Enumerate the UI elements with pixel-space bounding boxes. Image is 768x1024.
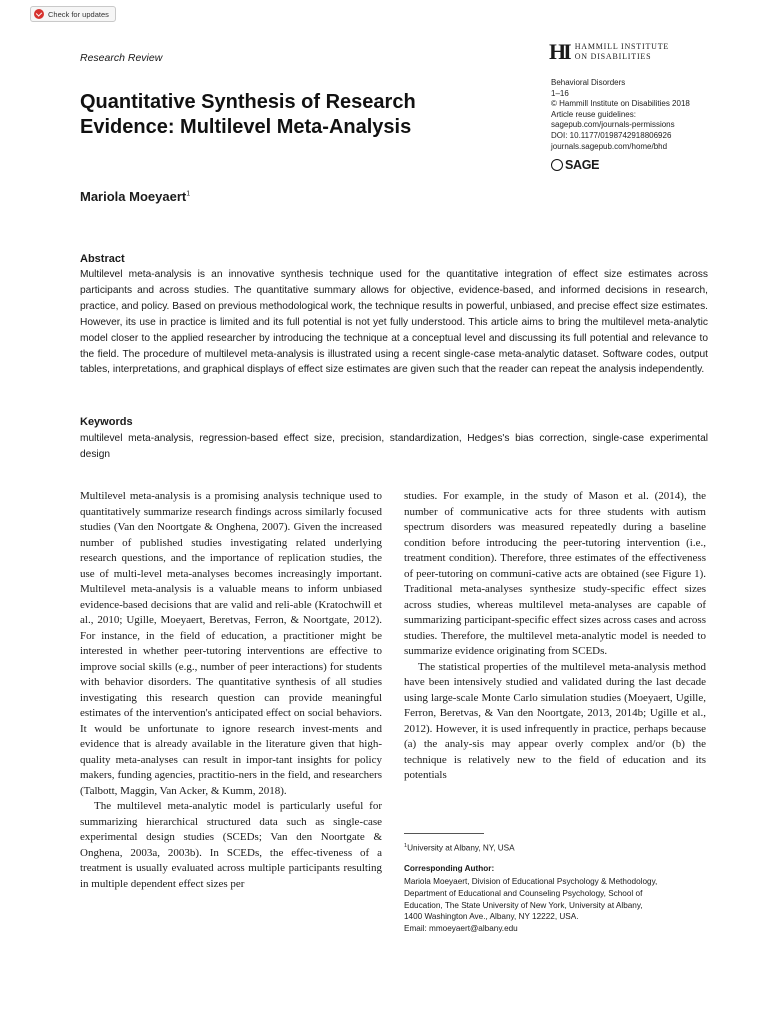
body-paragraph: The multilevel meta-analytic model is particularly useful for summarizing hierarchical structured data such as single-case experimental design studies (SCEDs; Van den Noortgate & Onghena, 2003a, 2003b). In SCEDs, the effec-tiveness of a treatment is usually evaluated across multiple participants resulting in multiple dependent effect sizes per	[80, 800, 382, 890]
sage-logo	[551, 158, 599, 172]
affil-mark: 1	[404, 843, 408, 849]
body-paragraph: Multilevel meta-analysis is a promising analysis technique used to quantitatively summarize research findings across similarly focused studies (Van den Noortgate & Onghena, 2007). Given the increased number of published studies investigating related underlying research questions, and the importance of replication studies, the use of multi-level meta-analyses becomes increasingly important. Multilevel meta-analysis is a valuable means to inform unbiased evidence-based decisions that are valid and reli-able (Kratochwill et al., 2010; Ugille, Moeyaert, Beretvas, Ferron, & Noortgate, 2012). For instance, in the field of education, a practitioner might be interested in whether peer-tutoring interventions are effective to improve social skills (e.g., number of peer interactions) for students with behavior disorders. The quantitative synthesis of all studies investigating this research question can provide meaningful estimates of the intervention's anticipated effect on social behaviors. It would be unfortunate to ignore research invest-ments and evidence that is already available in the literature given that high-quality meta-analyses can result in impor-tant insights for policy makers, funding agencies, practitio-ners in the field, and researchers (Talbott, Maggin, Van Acker, & Kumm, 2018).	[80, 490, 382, 797]
journal-home-link[interactable]: journals.sagepub.com/home/bhd	[551, 141, 668, 151]
body-column-left	[80, 489, 382, 892]
body-paragraph: studies. For example, in the study of Mason et al. (2014), the number of communicative acts for three students with autism spectrum disorders was measured repeatedly during a baseline condition before introducing the peer-tutoring intervention (i.e., treatment condition). Therefore, three estimates of the effectiveness of peer-tutoring on communi-cative acts are obtained (see Figure 1). Traditional meta-analyses synthesize study-specific effect sizes across studies, whereas multilevel meta-analyses are capable of summarizing participant-specific effect sizes across cases and across studies. Therefore, the multilevel meta-analytic model is needed to summarize evidence originating from SCEDs.	[404, 490, 706, 657]
footnote-divider	[404, 833, 484, 834]
journal-section-label: Research Review	[80, 52, 163, 64]
article-title: Quantitative Synthesis of Research Evidence: Multilevel Meta-Analysis	[80, 91, 416, 138]
abstract-text: Multilevel meta-analysis is an innovative synthesis technique used for the quantitative integration of effect size estimates across participants and across studies. The quantitative summary allows for objective, evidence-based, and informed decisions in research, practice, and policy. Based on previous methodological work, the technique results in powerful, unbiased, and precise effect size estimates. However, its use in practice is limited and its full potential is not yet fully understood. This article aims to bring the multilevel meta-analytic model closer to the applied researcher by introducing the technique at a conceptual level and discussing its full potential and relevance to the field. The procedure of multilevel meta-analysis is illustrated using a recent single-case meta-analytic dataset. Software codes, output tables, interpretations, and graphical displays of effect size estimates are given such that the reader can repeat the analysis independently.	[80, 269, 708, 376]
author-affil-mark: 1	[186, 190, 191, 198]
page-range: 1–16	[551, 88, 569, 98]
hi-logo-line2: ON DISABILITIES	[574, 52, 652, 61]
check-updates-label: Check for updates	[48, 9, 109, 19]
abstract-heading: Abstract	[80, 253, 125, 265]
sage-logo-text: SAGE	[565, 158, 600, 172]
hi-logo-line1: HAMMILL INSTITUTE	[574, 42, 670, 51]
body-column-right	[404, 489, 706, 784]
hammill-institute-logo	[549, 39, 670, 64]
sage-circle-icon	[551, 159, 563, 171]
hi-logo-words	[575, 42, 669, 62]
check-for-updates-button[interactable]	[30, 6, 116, 22]
corresponding-author-details	[404, 876, 708, 935]
body-paragraph: The statistical properties of the multilevel meta-analysis method have been intensively studied and validated during the last decade using large-scale Monte Carlo simulation studies (Moeyaert, Ugille, Ferron, Beretvas, & Van den Noortgate, 2013, 2014b; Ugille et al., 2012). However, it is used infrequently in practice, perhaps because (a) the analy-sis may appear overly complex and/or (b) the technique is relatively new to the field of education and its potentials	[404, 660, 706, 781]
journal-meta-block	[551, 78, 690, 152]
copyright-notice: © Hammill Institute on Disabilities 2018	[551, 99, 690, 109]
hi-logo-mark: HI	[549, 39, 569, 64]
reuse-label: Article reuse guidelines:	[551, 109, 636, 119]
affiliation-footnote	[404, 843, 515, 853]
doi-link[interactable]: DOI: 10.1177/0198742918806926	[551, 130, 672, 140]
corr-email-link[interactable]: Email: mmoeyaert@albany.edu	[404, 924, 518, 934]
keywords-text: multilevel meta-analysis, regression-based effect size, precision, standardization, Hedges's bias correction, single-case experimental design	[80, 433, 708, 460]
author-name	[80, 189, 190, 204]
corr-line: 1400 Washington Ave., Albany, NY 12222, USA.	[404, 912, 579, 922]
corr-line: Education, The State University of New York, University at Albany,	[404, 900, 643, 910]
keywords-heading: Keywords	[80, 416, 133, 428]
reuse-link[interactable]: sagepub.com/journals-permissions	[551, 120, 675, 130]
corr-line: Mariola Moeyaert, Division of Educational Psychology & Methodology,	[404, 877, 658, 886]
journal-name: Behavioral Disorders	[551, 78, 626, 87]
check-updates-icon	[34, 9, 44, 19]
corr-line: Department of Educational and Counseling Psychology, School of	[404, 888, 643, 898]
author-name-text: Mariola Moeyaert	[80, 189, 187, 204]
affiliation-text: University at Albany, NY, USA	[407, 843, 515, 853]
corresponding-author-heading: Corresponding Author:	[404, 864, 495, 873]
